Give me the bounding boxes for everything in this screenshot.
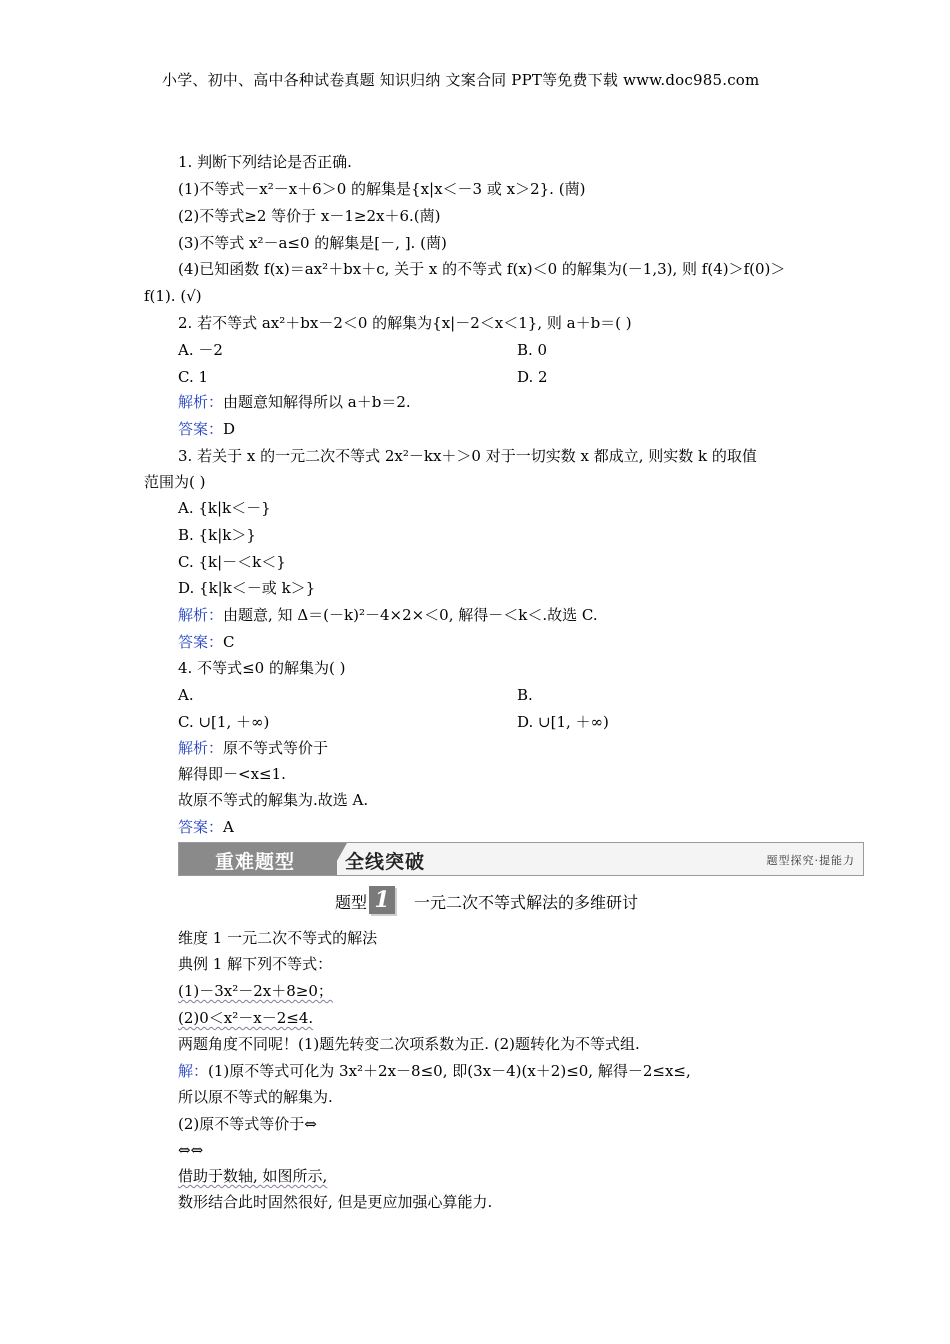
type-heading-prefix: 题型 (335, 893, 368, 912)
analysis-text: 由题意, 知 Δ＝(－k)²－4×2×＜0, 解得－＜k＜.故选 C. (223, 606, 598, 624)
q4-option-a: A. (178, 686, 194, 704)
q4-analysis-line-3: 故原不等式的解集为.故选 A. (178, 791, 369, 809)
banner-right-subtitle: 题型探究·提能力 (766, 854, 855, 867)
example-item-1: (1)－3x²－2x＋8≥0； (178, 982, 333, 1000)
solution-line-4: ⇔⇔ (178, 1141, 204, 1159)
q3-option-b: B. {k|k＞} (178, 526, 256, 544)
type-heading-title: 一元二次不等式解法的多维研讨 (414, 893, 639, 912)
question-1-title: 1. 判断下列结论是否正确. (178, 153, 352, 171)
page-header: 小学、初中、高中各种试卷真题 知识归纳 文案合同 PPT等免费下载 www.doc985.com (162, 71, 760, 89)
analysis-text: 由题意知解得所以 a＋b＝2. (223, 393, 411, 411)
answer-value: D (223, 420, 236, 438)
q3-option-a: A. {k|k＜－} (178, 499, 271, 517)
q3-answer (178, 632, 235, 652)
q3-option-d: D. {k|k＜－或 k＞} (178, 579, 316, 597)
q4-answer (178, 817, 234, 837)
q2-option-b: B. 0 (517, 341, 548, 359)
q3-analysis (178, 605, 598, 625)
analysis-label: 解析： (178, 393, 224, 411)
answer-label: 答案： (178, 420, 224, 438)
solution-line-5: 借助于数轴, 如图所示, (178, 1167, 328, 1185)
solution-line-3: (2)原不等式等价于⇔ (178, 1115, 317, 1133)
type-number-badge: 1 (369, 886, 395, 914)
question-2-title: 2. 若不等式 ax²＋bx－2＜0 的解集为{x|－2＜x＜1}, 则 a＋b＝( ) (178, 314, 632, 332)
analysis-label: 解析： (178, 739, 224, 757)
example-title: 典例 1 解下列不等式： (178, 955, 333, 973)
analysis-label: 解析： (178, 606, 224, 624)
solution-line-2: 所以原不等式的解集为. (178, 1088, 333, 1106)
q4-option-d: D. ∪[1, ＋∞) (517, 713, 609, 731)
banner-middle-title: 全线突破 (345, 851, 426, 873)
q3-option-c: C. {k|－＜k＜} (178, 553, 286, 571)
section-banner (178, 842, 864, 876)
example-item-2: (2)0＜x²－x－2≤4. (178, 1009, 314, 1027)
q1-item-4-cont: f(1). (√) (144, 287, 202, 305)
solution-line-1 (178, 1061, 691, 1081)
q4-option-c: C. ∪[1, ＋∞) (178, 713, 270, 731)
q2-answer (178, 419, 235, 439)
question-3-title: 3. 若关于 x 的一元二次不等式 2x²－kx＋＞0 对于一切实数 x 都成立, 则实数 k 的取值 (178, 447, 757, 465)
dimension-heading: 维度 1 一元二次不等式的解法 (178, 929, 378, 947)
analysis-text: 原不等式等价于 (223, 739, 329, 757)
q1-item-1: (1)不等式－x²－x＋6＞0 的解集是{x|x＜－3 或 x＞2}. (菵) (178, 180, 586, 198)
answer-label: 答案： (178, 633, 224, 651)
banner-left-title: 重难题型 (215, 851, 296, 873)
answer-value: C (223, 633, 235, 651)
q2-analysis (178, 392, 411, 412)
q2-option-d: D. 2 (517, 368, 548, 386)
q1-item-2: (2)不等式≥2 等价于 x－1≥2x＋6.(菵) (178, 207, 441, 225)
solution-text: (1)原不等式可化为 3x²＋2x－8≤0, 即(3x－4)(x＋2)≤0, 解得－2≤x≤, (208, 1062, 691, 1080)
question-3-title-cont: 范围为( ) (144, 473, 206, 491)
answer-label: 答案： (178, 818, 224, 836)
solution-label: 解： (178, 1062, 209, 1080)
q4-option-b: B. (517, 686, 533, 704)
q4-analysis (178, 738, 328, 758)
answer-value: A (223, 818, 234, 836)
q1-item-3: (3)不等式 x²－a≤0 的解集是[－, ]. (菵) (178, 234, 447, 252)
q4-analysis-line-2: 解得即－<x≤1. (178, 765, 286, 783)
example-hint: 两题角度不同呢！(1)题先转变二次项系数为正. (2)题转化为不等式组. (178, 1035, 640, 1053)
solution-line-6: 数形结合此时固然很好, 但是更应加强心算能力. (178, 1193, 493, 1211)
q2-option-a: A. －2 (178, 341, 223, 359)
question-4-title: 4. 不等式≤0 的解集为( ) (178, 659, 346, 677)
q2-option-c: C. 1 (178, 368, 209, 386)
q1-item-4: (4)已知函数 f(x)＝ax²＋bx＋c, 关于 x 的不等式 f(x)＜0 的解集为(－1,3), 则 f(4)＞f(0)＞ (178, 260, 786, 278)
